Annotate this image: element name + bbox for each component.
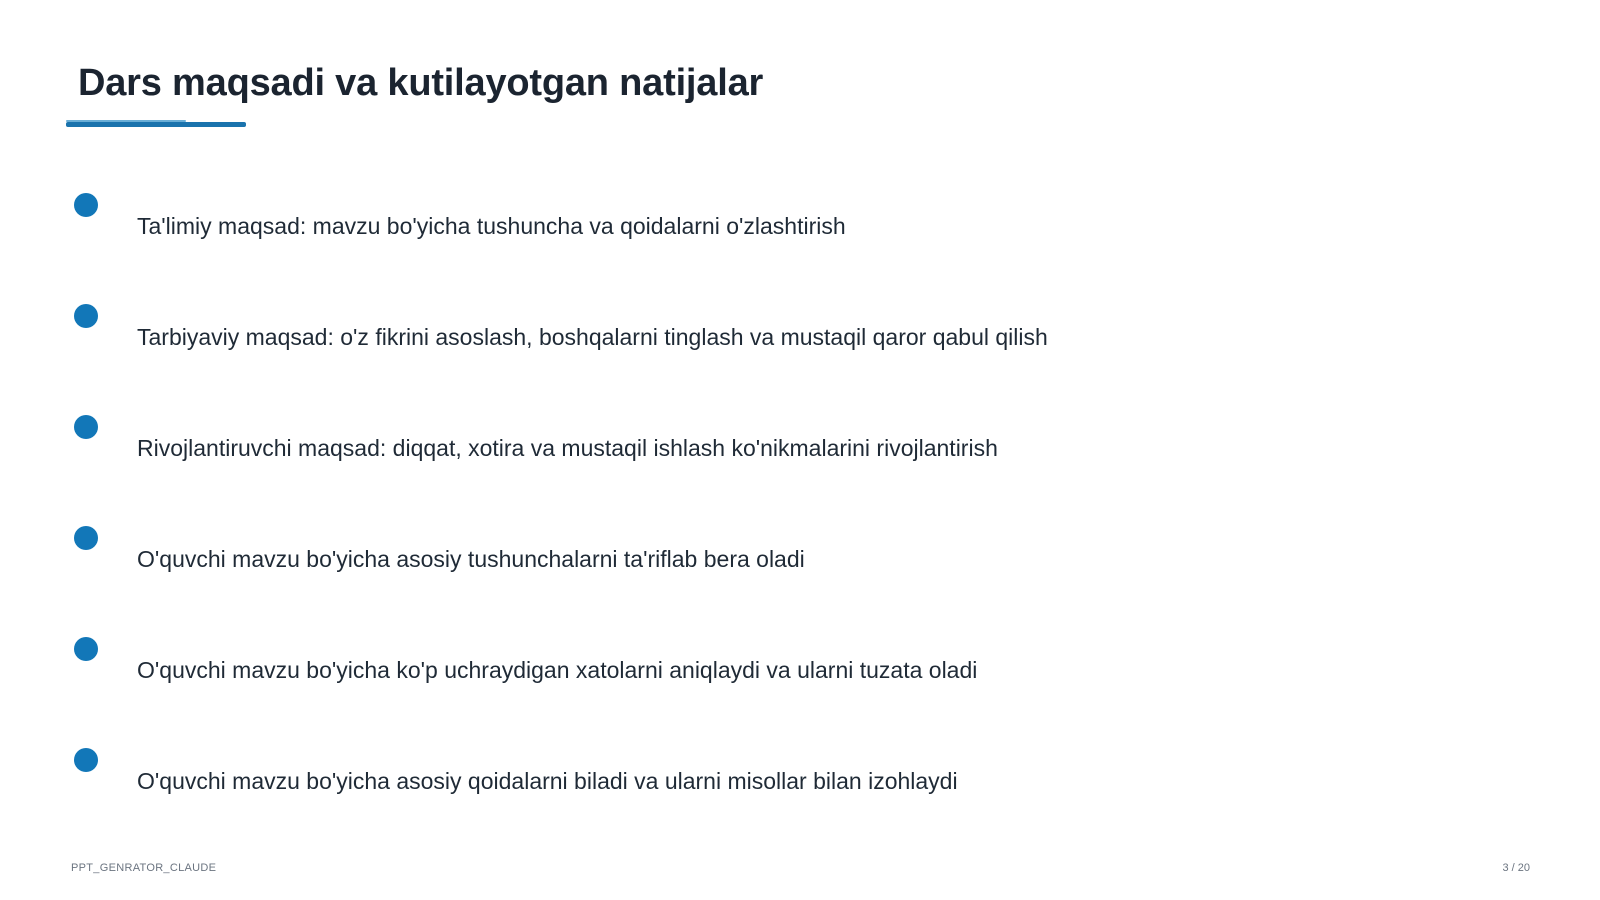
bullet-text: O'quvchi mavzu bo'yicha ko'p uchraydigan xatolarni aniqlaydi va ularni tuzata oladi (137, 657, 978, 683)
list-item (0, 526, 1600, 606)
bullet-dot-icon (74, 415, 98, 439)
bullet-dot-icon (74, 637, 98, 661)
list-item (0, 304, 1600, 384)
slide-title: Dars maqsadi va kutilayotgan natijalar (78, 62, 764, 104)
bullet-text: O'quvchi mavzu bo'yicha asosiy qoidalarni biladi va ularni misollar bilan izohlaydi (137, 768, 958, 794)
bullet-dot-icon (74, 304, 98, 328)
bullet-text: Tarbiyaviy maqsad: o'z fikrini asoslash, boshqalarni tinglash va mustaqil qaror qabul qilish (137, 324, 1048, 350)
list-item (0, 415, 1600, 495)
bullet-dot-icon (74, 748, 98, 772)
list-item (0, 193, 1600, 273)
bullet-dot-icon (74, 526, 98, 550)
bullet-text: O'quvchi mavzu bo'yicha asosiy tushunchalarni ta'riflab bera oladi (137, 546, 805, 572)
footer-label: PPT_GENRATOR_CLAUDE (71, 862, 217, 874)
bullet-text: Rivojlantiruvchi maqsad: diqqat, xotira va mustaqil ishlash ko'nikmalarini rivojlantirish (137, 435, 998, 461)
list-item (0, 637, 1600, 717)
list-item (0, 748, 1600, 828)
page-number: 3 / 20 (1502, 862, 1530, 874)
bullet-dot-icon (74, 193, 98, 217)
bullet-text: Ta'limiy maqsad: mavzu bo'yicha tushuncha va qoidalarni o'zlashtirish (137, 213, 846, 239)
